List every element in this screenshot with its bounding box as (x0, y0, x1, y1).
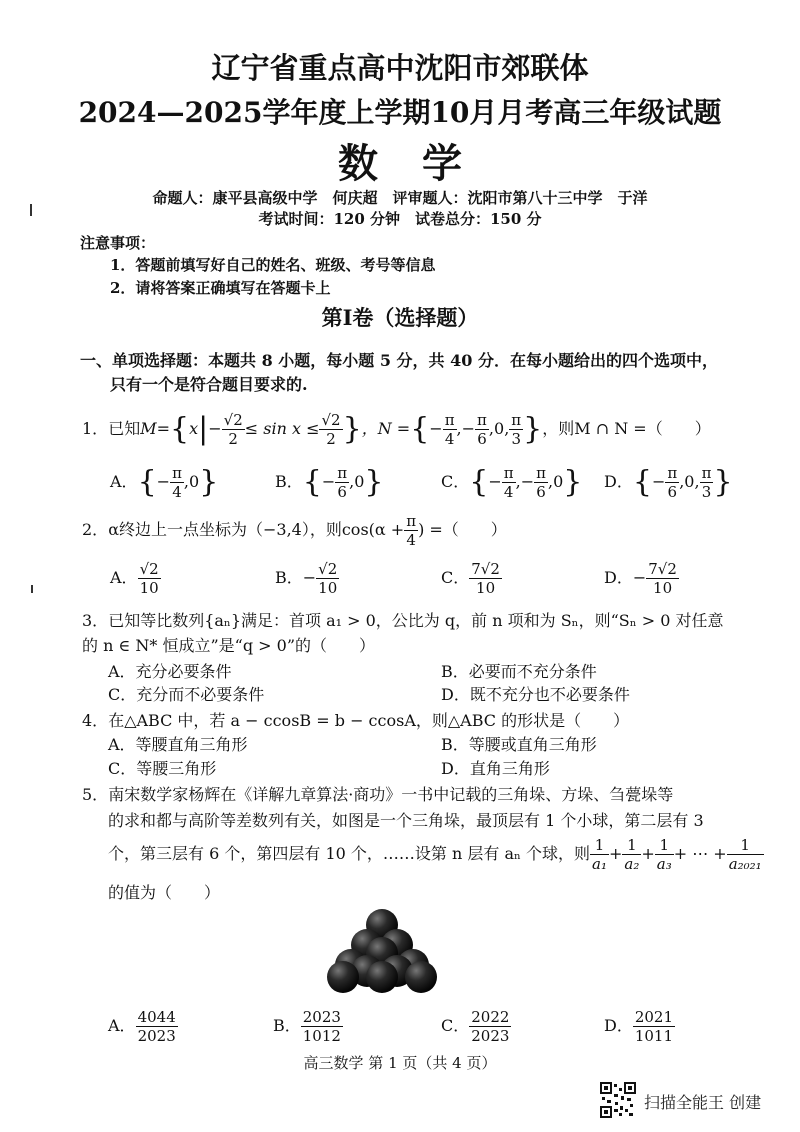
q2-text: α终边上一点坐标为（−3,4），则cos(α + (108, 520, 405, 539)
q1-number: 1． (82, 419, 109, 438)
part-title: 第Ⅰ卷（选择题） (321, 305, 479, 330)
q1-option-b[interactable]: B．{− $\frac{\pi}{6}$ ,0} (275, 464, 384, 501)
q4-option-a[interactable]: A．等腰直角三角形 (108, 735, 248, 754)
q1-n-frac3: $\frac{\pi}{3}$ (511, 411, 522, 448)
q5-option-c[interactable]: C． $\frac{2022}{2023}$ (441, 1008, 510, 1045)
q1-ineq: ≤ sin x ≤ (244, 419, 320, 438)
q3-option-d[interactable]: D．既不充分也不必要条件 (441, 685, 630, 704)
ball (405, 961, 437, 993)
page-footer: 高三数学 第 1 页（共 4 页） (303, 1054, 497, 1072)
scan-artifact (30, 204, 32, 216)
ball-pyramid-figure (325, 905, 440, 995)
q5-option-d[interactable]: D． $\frac{2021}{1011}$ (604, 1008, 674, 1045)
q4-line1: 在△ABC 中，若 a − ccosB = b − ccosA，则△ABC 的形状是（ ） (108, 711, 630, 730)
q1-bar: | (198, 411, 209, 447)
q3-line2: 的 n ∈ N* 恒成立”是“q > 0”的（ ） (82, 636, 376, 655)
q1-option-a[interactable]: A．{− $\frac{\pi}{4}$ ,0} (110, 464, 219, 501)
subject-title: 数学 (338, 140, 506, 187)
q2-option-b[interactable]: B．− $\frac{√2}{10}$ (275, 560, 338, 597)
q5-line1: 南宋数学家杨辉在《详解九章算法·商功》一书中记载的三角垛、方垛、刍甍垛等 (108, 785, 674, 804)
question-3: 3．已知等比数列{aₙ}满足：首项 a₁ > 0，公比为 q，前 n 项和为 Sₙ，则“Sₙ > 0 对任意 (82, 611, 724, 630)
q1-option-c[interactable]: C．{− $\frac{\pi}{4}$ ,− $\frac{\pi}{6}$ ,0} (441, 464, 583, 501)
q5-line3: 个，第三层有 6 个，第四层有 10 个，……设第 n 层有 aₙ 个球，则 $\frac{1}{\text{a₁}}$ + $\frac{1}{\text{a₂}}$ + $\frac{1}{\text{a₃}}$ + ⋯ + $\frac{1}{\text{a₂₀₂₁}}$ (108, 836, 762, 873)
q3-line1: 已知等比数列{aₙ}满足：首项 a₁ > 0，公比为 q，前 n 项和为 Sₙ，则“Sₙ > 0 对任意 (108, 611, 724, 630)
q1-var-x: x (189, 419, 199, 438)
ball (327, 961, 359, 993)
question-1: 1．已知M={x|− $\frac{√2}{2}$ ≤ sin x ≤ $\frac{√2}{2}$ }，N ={− $\frac{\pi}{4}$ ,− $\frac{\pi}{6}$ ,0, $\frac{\pi}{3}$ }，则M ∩ N =（ ） (82, 411, 711, 448)
q5-frac-a2: $\frac{1}{\text{a₂}}$ (624, 836, 640, 873)
q1-option-d[interactable]: D．{− $\frac{\pi}{6}$ ,0, $\frac{\pi}{3}$ } (604, 464, 733, 501)
qr-code-icon (600, 1082, 636, 1118)
q3-option-a[interactable]: A．充分必要条件 (108, 662, 232, 681)
q4-option-c[interactable]: C．等腰三角形 (108, 759, 217, 778)
q1-minus: − (208, 419, 222, 438)
q2-option-a[interactable]: A． $\frac{√2}{10}$ (110, 560, 159, 597)
q5-option-b[interactable]: B． $\frac{2023}{1012}$ (273, 1008, 341, 1045)
q1-n-frac1: $\frac{\pi}{4}$ (444, 411, 455, 448)
q4-option-b[interactable]: B．等腰或直角三角形 (441, 735, 597, 754)
q3-option-b[interactable]: B．必要而不充分条件 (441, 662, 597, 681)
q5-line2: 的求和都与高阶等差数列有关，如图是一个三角垛，最顶层有 1 个小球，第二层有 3 (108, 811, 704, 830)
q3-option-c[interactable]: C．充分而不必要条件 (108, 685, 265, 704)
q5-frac-a2021: $\frac{1}{\text{a₂₀₂₁}}$ (728, 836, 762, 873)
q1-frac-sqrt2-2b: $\frac{√2}{2}$ (321, 411, 341, 448)
q5-frac-a3: $\frac{1}{\text{a₃}}$ (656, 836, 672, 873)
notes-heading: 注意事项： (80, 234, 156, 252)
q1-brace-open: { (170, 411, 190, 447)
q5-line3-text: 个，第三层有 6 个，第四层有 10 个，……设第 n 层有 aₙ 个球，则 (108, 844, 590, 863)
q1-eq: = (156, 419, 170, 438)
note-item-1: 1．答题前填写好自己的姓名、班级、考号等信息 (110, 256, 436, 274)
section1-line2: 只有一个是符合题目要求的. (110, 375, 308, 394)
question-2: 2．α终边上一点坐标为（−3,4），则cos(α + $\frac{\pi}{4}$ ) =（ ） (82, 512, 507, 549)
title-line2: 2024—2025学年度上学期10月月考高三年级试题 (78, 96, 722, 129)
q5-line4: 的值为（ ） (108, 883, 221, 902)
authors-line: 命题人：康平县高级中学 何庆超 评审题人：沈阳市第八十三中学 于洋 (152, 189, 648, 207)
q4-option-d[interactable]: D．直角三角形 (441, 759, 550, 778)
exam-info: 考试时间：120 分钟 试卷总分：150 分 (258, 210, 542, 228)
q1-frac-sqrt2-2a: $\frac{√2}{2}$ (223, 411, 243, 448)
q1-set-n: ，N = (361, 419, 411, 438)
q1-tail: ，则M ∩ N =（ ） (542, 419, 711, 438)
section1-line1: 一、单项选择题：本题共 8 小题，每小题 5 分，共 40 分．在每小题给出的四个选项中， (80, 351, 718, 370)
scanner-watermark: 扫描全能王 创建 (644, 1093, 762, 1112)
q5-frac-a1: $\frac{1}{\text{a₁}}$ (592, 836, 607, 873)
q2-option-c[interactable]: C． $\frac{7√2}{10}$ (441, 560, 500, 597)
q1-brace-close: } (342, 411, 362, 447)
q5-option-a[interactable]: A． $\frac{4044}{2023}$ (108, 1008, 176, 1045)
ball (366, 961, 398, 993)
question-5: 5．南宋数学家杨辉在《详解九章算法·商功》一书中记载的三角垛、方垛、刍甍垛等 (82, 785, 674, 804)
title-line1: 辽宁省重点高中沈阳市郊联体 (211, 51, 589, 85)
q1-set-m: M (140, 419, 157, 438)
q1-n-frac2: $\frac{\pi}{6}$ (477, 411, 487, 448)
note-item-2: 2．请将答案正确填写在答题卡上 (110, 279, 331, 297)
scan-artifact (31, 585, 33, 593)
q2-option-d[interactable]: D．− $\frac{7√2}{10}$ (604, 560, 677, 597)
question-4: 4．在△ABC 中，若 a − ccosB = b − ccosA，则△ABC 的形状是（ ） (82, 711, 630, 730)
q2-frac-pi4: $\frac{\pi}{4}$ (406, 512, 417, 549)
q1-prefix: 已知 (108, 419, 141, 438)
